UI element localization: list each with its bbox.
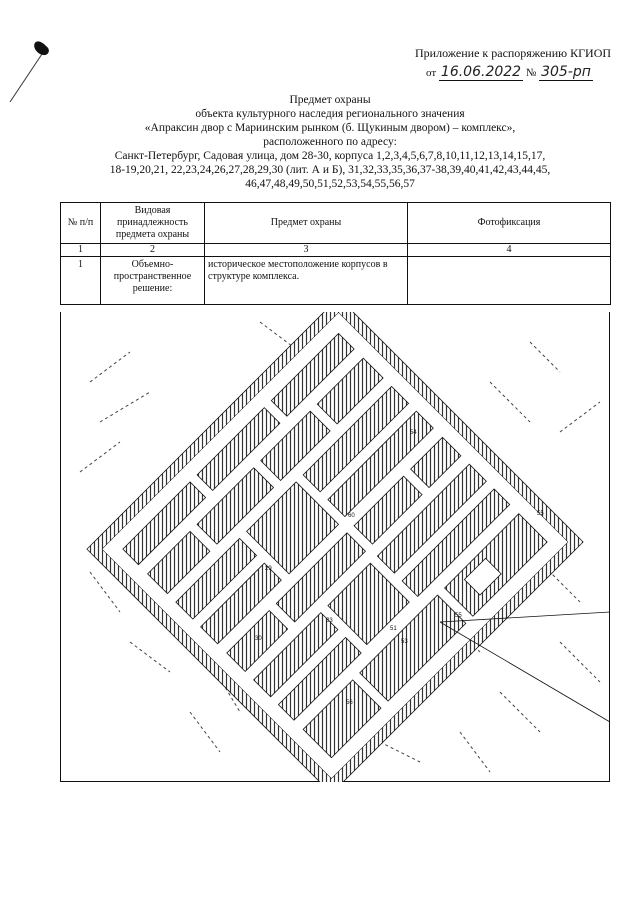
title-line: расположенного по адресу: xyxy=(263,136,397,148)
col-number: 4 xyxy=(408,244,611,257)
header-photo: Фотофиксация xyxy=(408,203,611,244)
map-label: 53 xyxy=(401,639,408,645)
map-label: 33 xyxy=(326,618,333,624)
map-label: 56 xyxy=(346,700,353,706)
map-label: 30 xyxy=(255,636,262,642)
header-type: Видовая принадлежность предмета охраны xyxy=(101,203,205,244)
header-subject: Предмет охраны xyxy=(205,203,408,244)
address-line: 18-19,20,21, 22,23,24,26,27,28,29,30 (лит. А и Б), 31,32,33,35,36,37-38,39,40,41,42,43,44,45, xyxy=(109,164,551,176)
address-line: 46,47,48,49,50,51,52,53,54,55,56,57 xyxy=(245,178,415,190)
date-prefix: от xyxy=(426,67,437,79)
map-label: 55 xyxy=(537,511,544,517)
title-line: «Апраксин двор с Мариинским рынком (б. Щукиным двором) – комплекс», xyxy=(144,122,516,134)
order-date: 16.06.2022 xyxy=(440,64,522,80)
order-date-line xyxy=(426,64,593,81)
pen-mark xyxy=(6,14,56,104)
title-line: объекта культурного наследия регионального значения xyxy=(195,108,465,120)
map-label: 55 xyxy=(455,613,462,619)
row-subject: историческое местоположение корпусов в структуре комплекса. xyxy=(205,257,408,305)
row-num: 1 xyxy=(61,257,101,305)
col-number: 3 xyxy=(205,244,408,257)
map-label: 54 xyxy=(410,430,417,436)
map-label: 60 xyxy=(348,513,355,519)
complex-boundary xyxy=(88,312,583,782)
address-line: Санкт-Петербург, Садовая улица, дом 28-30, корпуса 1,2,3,4,5,6,7,8,10,11,12,13,14,15,17, xyxy=(114,150,546,162)
title-line: Предмет охраны xyxy=(289,94,371,106)
row-type: Объемно-пространственное решение: xyxy=(101,257,205,305)
col-number: 1 xyxy=(61,244,101,257)
map-label: 51 xyxy=(390,626,397,632)
map-label: 29 xyxy=(265,566,272,572)
complex-site-plan xyxy=(60,312,610,782)
annex-caption: Приложение к распоряжению КГИОП xyxy=(415,46,612,60)
header-num: № п/п xyxy=(61,203,101,244)
number-prefix: № xyxy=(525,67,537,79)
protection-subject-table xyxy=(60,202,611,305)
document-title xyxy=(60,93,600,191)
row-photo xyxy=(408,257,611,305)
order-number: 305-рп xyxy=(541,64,591,80)
col-number: 2 xyxy=(101,244,205,257)
